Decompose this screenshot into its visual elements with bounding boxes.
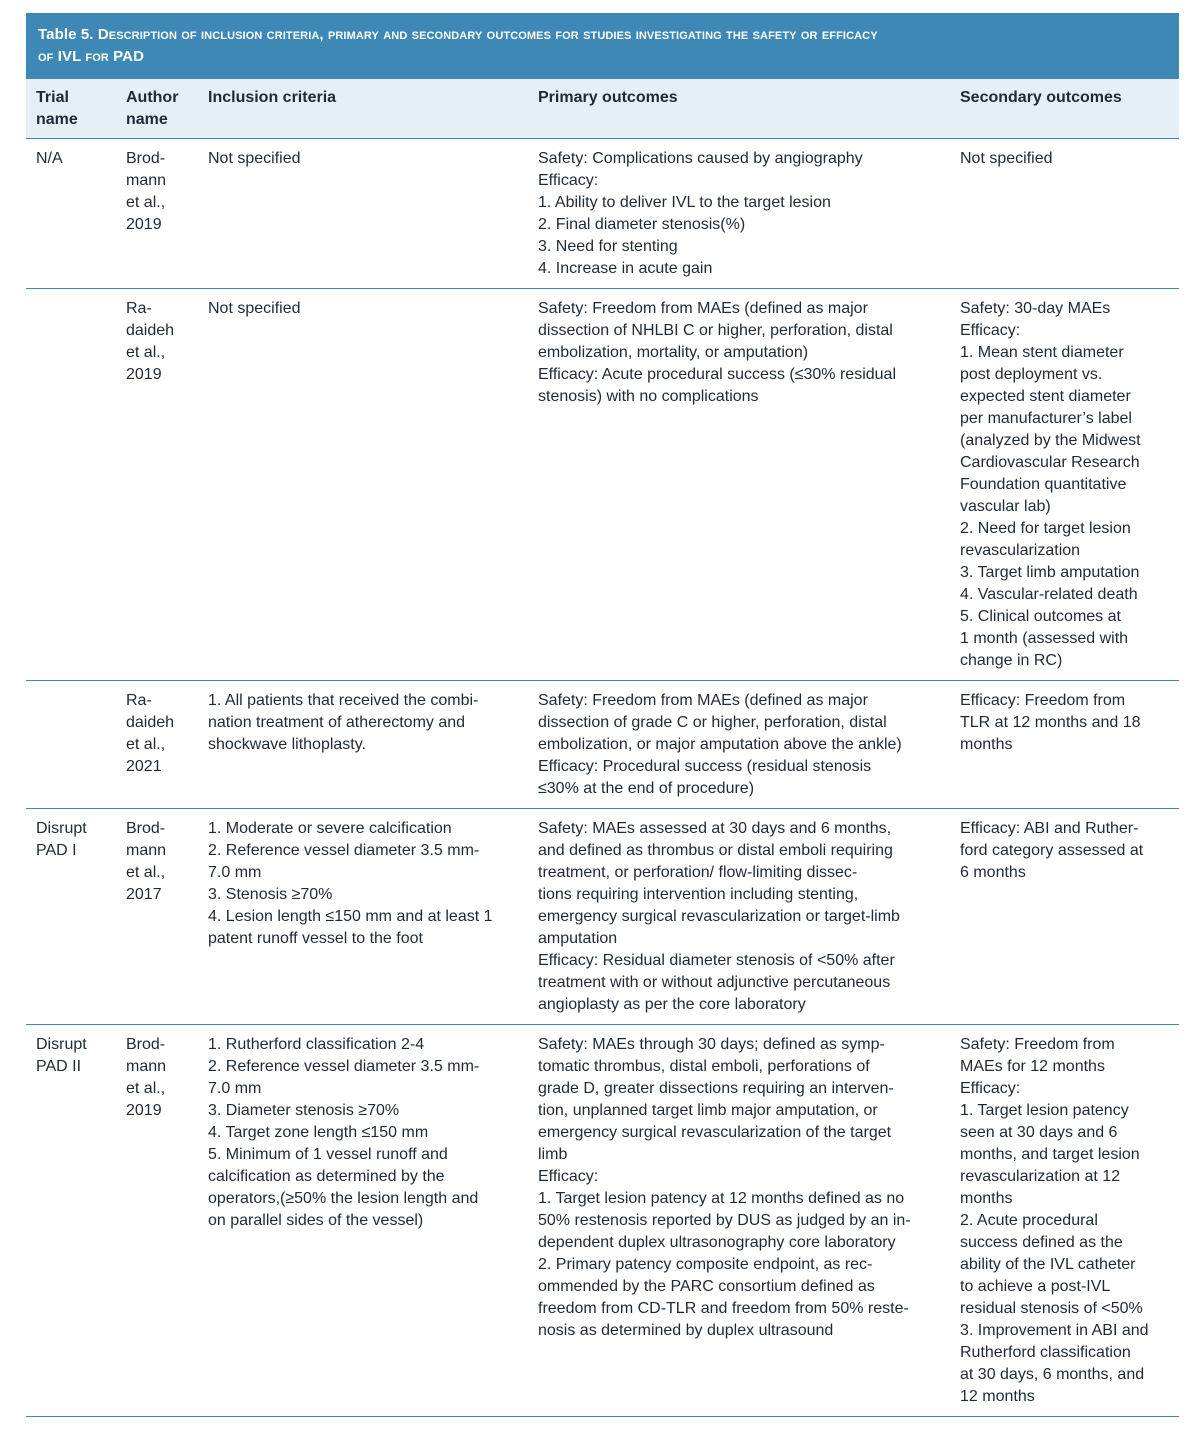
header-author-name: [116, 79, 198, 138]
secondary-outcomes-line: (analyzed by the Midwest: [960, 431, 1141, 449]
author-name-cell: [116, 808, 198, 1024]
secondary-outcomes-cell: [950, 1024, 1179, 1416]
inclusion-criteria-cell: [198, 138, 528, 288]
primary-outcomes-line: and defined as thrombus or distal emboli requiring: [538, 841, 893, 859]
inclusion-criteria-cell: [198, 680, 528, 808]
primary-outcomes-line: Safety: MAEs through 30 days; defined as symp-: [538, 1035, 885, 1053]
author-name-line: et al.,: [126, 193, 166, 211]
author-name-line: Brod-: [126, 1035, 166, 1053]
table-row: [26, 288, 1179, 680]
secondary-outcomes-line: revascularization at 12: [960, 1167, 1121, 1185]
secondary-outcomes-line: 1. Mean stent diameter: [960, 343, 1124, 361]
trial-name-cell: [26, 288, 116, 680]
primary-outcomes-line: Efficacy: Residual diameter stenosis of <50% after: [538, 951, 895, 969]
primary-outcomes-line: treatment, or perforation/ flow-limiting dissec-: [538, 863, 858, 881]
author-name-line: mann: [126, 841, 167, 859]
secondary-outcomes-line: 12 months: [960, 1387, 1035, 1405]
secondary-outcomes-line: change in RC): [960, 651, 1063, 669]
secondary-outcomes-line: residual stenosis of <50%: [960, 1299, 1143, 1317]
header-primary-outcomes: Primary outcomes: [528, 79, 950, 138]
primary-outcomes-line: Efficacy:: [538, 1167, 599, 1185]
trial-name-line: Disrupt: [36, 1035, 87, 1053]
secondary-outcomes-line: success defined as the: [960, 1233, 1123, 1251]
secondary-outcomes-line: to achieve a post-IVL: [960, 1277, 1111, 1295]
secondary-outcomes-line: expected stent diameter: [960, 387, 1131, 405]
author-name-line: et al.,: [126, 343, 166, 361]
inclusion-criteria-line: 2. Reference vessel diameter 3.5 mm-: [208, 841, 480, 859]
secondary-outcomes-line: 2. Need for target lesion: [960, 519, 1131, 537]
primary-outcomes-line: amputation: [538, 929, 618, 947]
outcomes-table: [26, 79, 1179, 1417]
table-row: [26, 1024, 1179, 1416]
primary-outcomes-cell: [528, 808, 950, 1024]
inclusion-criteria-line: 1. Moderate or severe calcification: [208, 819, 452, 837]
secondary-outcomes-line: vascular lab): [960, 497, 1051, 515]
primary-outcomes-line: dissection of NHLBI C or higher, perforation, distal: [538, 321, 893, 339]
author-name-line: Brod-: [126, 149, 166, 167]
primary-outcomes-line: 4. Increase in acute gain: [538, 259, 713, 277]
inclusion-criteria-line: on parallel sides of the vessel): [208, 1211, 424, 1229]
secondary-outcomes-line: months: [960, 1189, 1013, 1207]
primary-outcomes-line: 2. Primary patency composite endpoint, as rec-: [538, 1255, 873, 1273]
secondary-outcomes-line: seen at 30 days and 6: [960, 1123, 1118, 1141]
secondary-outcomes-line: MAEs for 12 months: [960, 1057, 1105, 1075]
trial-name-line: PAD I: [36, 841, 77, 859]
primary-outcomes-cell: [528, 288, 950, 680]
secondary-outcomes-line: per manufacturer’s label: [960, 409, 1132, 427]
inclusion-criteria-line: operators,(≥50% the lesion length and: [208, 1189, 479, 1207]
secondary-outcomes-line: Efficacy:: [960, 1079, 1021, 1097]
primary-outcomes-line: Efficacy: Procedural success (residual stenosis: [538, 757, 872, 775]
author-name-line: 2019: [126, 365, 162, 383]
primary-outcomes-cell: [528, 138, 950, 288]
secondary-outcomes-cell: [950, 288, 1179, 680]
trial-name-cell: [26, 138, 116, 288]
primary-outcomes-line: treatment with or without adjunctive percutaneous: [538, 973, 891, 991]
header-author-line: name: [126, 111, 168, 128]
author-name-line: 2017: [126, 885, 162, 903]
primary-outcomes-line: ommended by the PARC consortium defined as: [538, 1277, 875, 1295]
table-row: [26, 138, 1179, 288]
header-trial-line: Trial: [36, 89, 69, 106]
header-author-line: Author: [126, 89, 179, 106]
inclusion-criteria-line: Not specified: [208, 149, 301, 167]
author-name-line: et al.,: [126, 735, 166, 753]
table-row: [26, 680, 1179, 808]
table-row: [26, 808, 1179, 1024]
secondary-outcomes-line: 3. Improvement in ABI and: [960, 1321, 1149, 1339]
secondary-outcomes-line: Efficacy: ABI and Ruther-: [960, 819, 1139, 837]
secondary-outcomes-line: Efficacy:: [960, 321, 1021, 339]
author-name-line: Brod-: [126, 819, 166, 837]
author-name-line: daideh: [126, 321, 175, 339]
primary-outcomes-line: dependent duplex ultrasonography core laboratory: [538, 1233, 896, 1251]
secondary-outcomes-line: Not specified: [960, 149, 1053, 167]
secondary-outcomes-line: at 30 days, 6 months, and: [960, 1365, 1145, 1383]
primary-outcomes-line: Efficacy:: [538, 171, 599, 189]
secondary-outcomes-line: months: [960, 735, 1013, 753]
primary-outcomes-line: 50% restenosis reported by DUS as judged by an in-: [538, 1211, 911, 1229]
primary-outcomes-line: tions requiring intervention including stenting,: [538, 885, 859, 903]
author-name-line: daideh: [126, 713, 175, 731]
inclusion-criteria-cell: [198, 288, 528, 680]
header-trial-name: [26, 79, 116, 138]
table-container: [26, 13, 1179, 1417]
primary-outcomes-line: Safety: Freedom from MAEs (defined as major: [538, 691, 868, 709]
primary-outcomes-line: nosis as determined by duplex ultrasound: [538, 1321, 834, 1339]
primary-outcomes-line: emergency surgical revascularization of the target: [538, 1123, 892, 1141]
primary-outcomes-line: tion, unplanned target limb major amputation, or: [538, 1101, 878, 1119]
primary-outcomes-line: limb: [538, 1145, 568, 1163]
trial-name-line: N/A: [36, 149, 63, 167]
table-title-line1: Description of inclusion criteria, primary and secondary outcomes for studies investigating the safety or efficacy: [97, 26, 878, 43]
secondary-outcomes-line: 4. Vascular-related death: [960, 585, 1138, 603]
primary-outcomes-line: embolization, mortality, or amputation): [538, 343, 809, 361]
trial-name-line: PAD II: [36, 1057, 82, 1075]
secondary-outcomes-cell: [950, 680, 1179, 808]
secondary-outcomes-line: Safety: Freedom from: [960, 1035, 1115, 1053]
secondary-outcomes-line: 6 months: [960, 863, 1026, 881]
secondary-outcomes-line: 1 month (assessed with: [960, 629, 1129, 647]
inclusion-criteria-line: 4. Lesion length ≤150 mm and at least 1: [208, 907, 493, 925]
trial-name-cell: [26, 680, 116, 808]
inclusion-criteria-line: 7.0 mm: [208, 1079, 262, 1097]
secondary-outcomes-line: months, and target lesion: [960, 1145, 1140, 1163]
table-title-line2: of IVL for PAD: [38, 48, 145, 65]
primary-outcomes-line: Safety: Complications caused by angiography: [538, 149, 863, 167]
trial-name-cell: [26, 808, 116, 1024]
secondary-outcomes-line: 3. Target limb amputation: [960, 563, 1140, 581]
author-name-line: Ra-: [126, 299, 152, 317]
header-inclusion-criteria: Inclusion criteria: [198, 79, 528, 138]
secondary-outcomes-line: Cardiovascular Research: [960, 453, 1140, 471]
header-secondary-outcomes: Secondary outcomes: [950, 79, 1179, 138]
secondary-outcomes-line: Rutherford classification: [960, 1343, 1131, 1361]
inclusion-criteria-line: calcification as determined by the: [208, 1167, 445, 1185]
author-name-line: mann: [126, 171, 167, 189]
inclusion-criteria-line: 3. Stenosis ≥70%: [208, 885, 333, 903]
inclusion-criteria-line: shockwave lithoplasty.: [208, 735, 366, 753]
secondary-outcomes-cell: [950, 808, 1179, 1024]
primary-outcomes-line: angioplasty as per the core laboratory: [538, 995, 806, 1013]
primary-outcomes-line: 1. Target lesion patency at 12 months defined as no: [538, 1189, 905, 1207]
header-row: [26, 79, 1179, 138]
primary-outcomes-cell: [528, 1024, 950, 1416]
primary-outcomes-line: emergency surgical revascularization or target-limb: [538, 907, 900, 925]
primary-outcomes-line: tomatic thrombus, distal emboli, perforations of: [538, 1057, 870, 1075]
author-name-cell: [116, 288, 198, 680]
inclusion-criteria-line: 1. Rutherford classification 2-4: [208, 1035, 425, 1053]
author-name-line: 2021: [126, 757, 162, 775]
table-body: [26, 138, 1179, 1416]
primary-outcomes-line: grade D, greater dissections requiring an interven-: [538, 1079, 894, 1097]
secondary-outcomes-line: 2. Acute procedural: [960, 1211, 1098, 1229]
secondary-outcomes-line: TLR at 12 months and 18: [960, 713, 1141, 731]
inclusion-criteria-line: patent runoff vessel to the foot: [208, 929, 423, 947]
secondary-outcomes-line: post deployment vs.: [960, 365, 1103, 383]
inclusion-criteria-line: 4. Target zone length ≤150 mm: [208, 1123, 429, 1141]
primary-outcomes-cell: [528, 680, 950, 808]
secondary-outcomes-cell: [950, 138, 1179, 288]
author-name-line: mann: [126, 1057, 167, 1075]
author-name-cell: [116, 680, 198, 808]
primary-outcomes-line: dissection of grade C or higher, perforation, distal: [538, 713, 887, 731]
inclusion-criteria-line: 2. Reference vessel diameter 3.5 mm-: [208, 1057, 480, 1075]
inclusion-criteria-line: 5. Minimum of 1 vessel runoff and: [208, 1145, 448, 1163]
primary-outcomes-line: Efficacy: Acute procedural success (≤30% residual: [538, 365, 896, 383]
author-name-line: 2019: [126, 1101, 162, 1119]
table-title: [26, 13, 1179, 79]
author-name-line: et al.,: [126, 1079, 166, 1097]
inclusion-criteria-cell: [198, 1024, 528, 1416]
secondary-outcomes-line: ability of the IVL catheter: [960, 1255, 1136, 1273]
inclusion-criteria-line: nation treatment of atherectomy and: [208, 713, 466, 731]
inclusion-criteria-line: 1. All patients that received the combi-: [208, 691, 479, 709]
primary-outcomes-line: stenosis) with no complications: [538, 387, 759, 405]
inclusion-criteria-cell: [198, 808, 528, 1024]
inclusion-criteria-line: 3. Diameter stenosis ≥70%: [208, 1101, 400, 1119]
primary-outcomes-line: embolization, or major amputation above the ankle): [538, 735, 902, 753]
author-name-cell: [116, 138, 198, 288]
table-number: Table 5.: [38, 26, 94, 43]
header-trial-line: name: [36, 111, 78, 128]
secondary-outcomes-line: ford category assessed at: [960, 841, 1144, 859]
secondary-outcomes-line: revascularization: [960, 541, 1081, 559]
inclusion-criteria-line: 7.0 mm: [208, 863, 262, 881]
author-name-line: Ra-: [126, 691, 152, 709]
author-name-line: 2019: [126, 215, 162, 233]
primary-outcomes-line: 3. Need for stenting: [538, 237, 678, 255]
secondary-outcomes-line: Efficacy: Freedom from: [960, 691, 1126, 709]
secondary-outcomes-line: Safety: 30-day MAEs: [960, 299, 1111, 317]
author-name-cell: [116, 1024, 198, 1416]
secondary-outcomes-line: 5. Clinical outcomes at: [960, 607, 1121, 625]
primary-outcomes-line: 1. Ability to deliver IVL to the target lesion: [538, 193, 831, 211]
primary-outcomes-line: freedom from CD-TLR and freedom from 50% reste-: [538, 1299, 909, 1317]
trial-name-line: Disrupt: [36, 819, 87, 837]
primary-outcomes-line: 2. Final diameter stenosis(%): [538, 215, 746, 233]
author-name-line: et al.,: [126, 863, 166, 881]
primary-outcomes-line: Safety: Freedom from MAEs (defined as major: [538, 299, 868, 317]
primary-outcomes-line: ≤30% at the end of procedure): [538, 779, 755, 797]
inclusion-criteria-line: Not specified: [208, 299, 301, 317]
primary-outcomes-line: Safety: MAEs assessed at 30 days and 6 months,: [538, 819, 892, 837]
secondary-outcomes-line: Foundation quantitative: [960, 475, 1127, 493]
trial-name-cell: [26, 1024, 116, 1416]
secondary-outcomes-line: 1. Target lesion patency: [960, 1101, 1129, 1119]
